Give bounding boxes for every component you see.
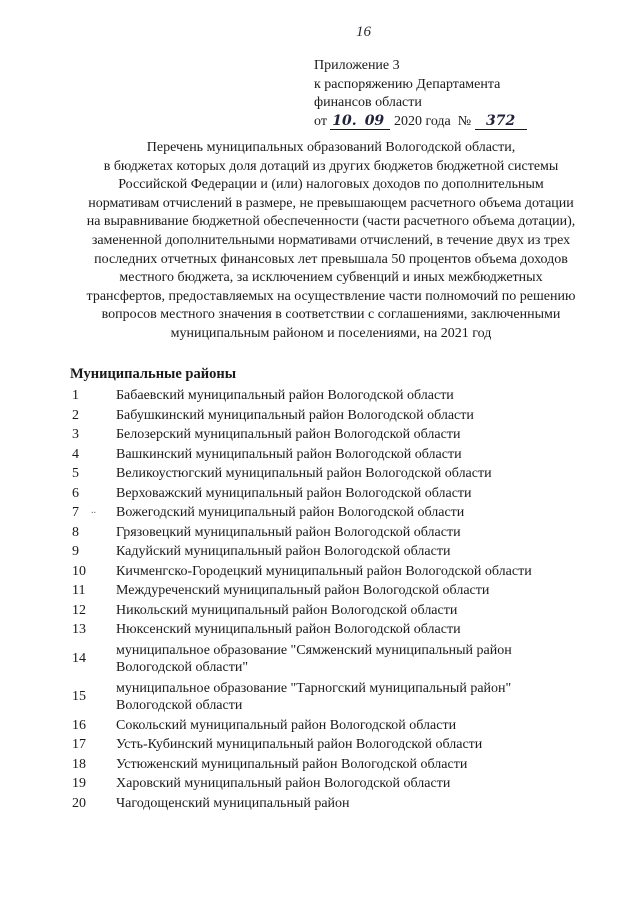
list-item	[68, 735, 548, 755]
page-number: 16	[356, 24, 371, 40]
document-title	[60, 139, 602, 344]
title-line: нормативам отчислений в размере, не превышающем расчетного объема дотации	[88, 195, 574, 211]
list-item	[68, 774, 548, 794]
date-day-handwritten: 10.	[332, 112, 357, 129]
list-item	[68, 794, 548, 814]
item-text-line: Кадуйский муниципальный район Вологодской области	[116, 544, 451, 560]
title-line: трансфертов, предоставляемых на осуществление части полномочий по решению	[86, 288, 576, 304]
list-item	[68, 755, 548, 775]
item-text-line: Чагодощенский муниципальный район	[116, 795, 350, 811]
list-item	[68, 620, 548, 640]
list-item	[68, 406, 548, 426]
item-number: 13	[72, 622, 86, 638]
list-item	[68, 542, 548, 562]
list-item	[68, 503, 548, 523]
item-number: 14	[72, 651, 86, 666]
item-text	[116, 642, 548, 676]
title-line: последних отчетных финансовых лет превышала 50 процентов объема доходов	[94, 251, 568, 267]
appendix-order-line: к распоряжению Департамента	[314, 76, 501, 92]
item-text-line: Великоустюгский муниципальный район Вологодской области	[116, 466, 492, 482]
item-text-line: Устюженский муниципальный район Вологодской области	[116, 756, 468, 772]
item-text	[116, 485, 548, 502]
item-text	[116, 756, 548, 773]
item-number: 18	[72, 756, 86, 772]
item-number: 8	[72, 524, 79, 540]
item-number: 2	[72, 407, 79, 423]
item-number: 4	[72, 446, 79, 462]
order-number-handwritten: 372	[475, 114, 527, 130]
title-line: замененной дополнительными нормативами отчислений, в течение двух из трех	[91, 232, 571, 248]
list-item	[68, 640, 548, 678]
item-text-line: муниципальное образование "Сямженский муниципальный район	[116, 642, 512, 658]
item-text-line: Белозерский муниципальный район Вологодской области	[116, 427, 461, 443]
item-text-line: Вологодской области"	[116, 659, 249, 675]
item-text-line: Нюксенский муниципальный район Вологодской области	[116, 622, 461, 638]
list-item	[68, 386, 548, 406]
item-text-line: Бабаевский муниципальный район Вологодской области	[116, 388, 454, 404]
item-text	[116, 543, 548, 560]
list-item	[68, 523, 548, 543]
section-heading: Муниципальные районы	[70, 366, 237, 382]
item-number: 10	[72, 563, 86, 579]
item-text	[116, 602, 548, 619]
item-number: 17	[72, 737, 86, 753]
item-number: 15	[72, 689, 86, 704]
item-text	[116, 465, 548, 482]
municipal-list	[68, 386, 548, 813]
list-item	[68, 425, 548, 445]
item-text-line: Бабушкинский муниципальный район Вологодской области	[116, 407, 474, 423]
item-number: 12	[72, 602, 86, 618]
item-text	[116, 407, 548, 424]
appendix-date-line	[314, 113, 527, 132]
item-number: 19	[72, 776, 86, 792]
item-text	[116, 582, 548, 599]
item-text-line: Сокольский муниципальный район Вологодской области	[116, 717, 457, 733]
date-month-handwritten: 09	[358, 114, 390, 130]
item-number: 7	[72, 505, 79, 521]
item-number: 3	[72, 427, 79, 443]
item-text-line: Усть-Кубинский муниципальный район Вологодской области	[116, 737, 483, 753]
list-item	[68, 484, 548, 504]
list-item	[68, 601, 548, 621]
item-text	[116, 736, 548, 753]
title-line: Перечень муниципальных образований Вологодской области,	[146, 140, 516, 155]
item-text	[116, 717, 548, 734]
item-number: 20	[72, 795, 86, 811]
title-line: в бюджетах которых доля дотаций из других бюджетов бюджетной системы	[103, 158, 559, 174]
item-number: 9	[72, 544, 79, 560]
date-year: 2020 года	[393, 113, 451, 129]
item-text	[116, 524, 548, 541]
item-number: 16	[72, 717, 86, 733]
list-item	[68, 716, 548, 736]
item-number: 6	[72, 485, 79, 501]
item-text	[116, 775, 548, 792]
list-item	[68, 562, 548, 582]
item-text	[116, 563, 548, 580]
item-text-line: Грязовецкий муниципальный район Вологодской области	[116, 524, 461, 540]
item-text-line: Верховажский муниципальный район Вологодской области	[116, 485, 472, 501]
item-number: 5	[72, 466, 79, 482]
list-item	[68, 445, 548, 465]
item-text	[116, 387, 548, 404]
list-item	[68, 678, 548, 716]
item-text	[116, 446, 548, 463]
title-line: Российской Федерации и (или) налоговых доходов по дополнительным	[118, 177, 544, 193]
date-prefix: от	[314, 113, 327, 129]
item-text-line: Вожегодский муниципальный район Вологодской области	[116, 505, 465, 521]
item-text-line: муниципальное образование "Тарногский муниципальный район"	[116, 680, 512, 696]
item-text-line: Вашкинский муниципальный район Вологодской области	[116, 446, 462, 462]
item-text	[116, 426, 548, 443]
stray-mark: ..	[91, 505, 96, 516]
appendix-header	[314, 57, 527, 131]
item-text	[116, 621, 548, 638]
number-sign: №	[457, 113, 472, 129]
title-line: муниципальным районом и поселениями, на 2021 год	[170, 325, 492, 341]
item-text-line: Харовский муниципальный район Вологодской области	[116, 776, 451, 792]
item-text	[116, 795, 548, 812]
appendix-title: Приложение 3	[314, 58, 400, 73]
item-number: 1	[72, 388, 79, 404]
item-text	[116, 680, 548, 714]
appendix-department-line: финансов области	[314, 95, 422, 110]
item-text-line: Междуреченский муниципальный район Вологодской области	[116, 583, 490, 599]
list-item	[68, 464, 548, 484]
item-text	[116, 504, 548, 521]
list-item	[68, 581, 548, 601]
title-line: на выравнивание бюджетной обеспеченности (части расчетного объема дотации),	[86, 214, 576, 230]
item-text-line: Вологодской области	[116, 697, 243, 713]
item-text-line: Никольский муниципальный район Вологодской области	[116, 602, 458, 618]
item-number: 11	[72, 583, 86, 599]
title-line: местного бюджета, за исключением субвенций и иных межбюджетных	[119, 270, 543, 286]
title-line: вопросов местного значения в соответствии с соглашениями, заключенными	[101, 307, 561, 323]
item-text-line: Кичменгско-Городецкий муниципальный район Вологодской области	[116, 563, 532, 579]
